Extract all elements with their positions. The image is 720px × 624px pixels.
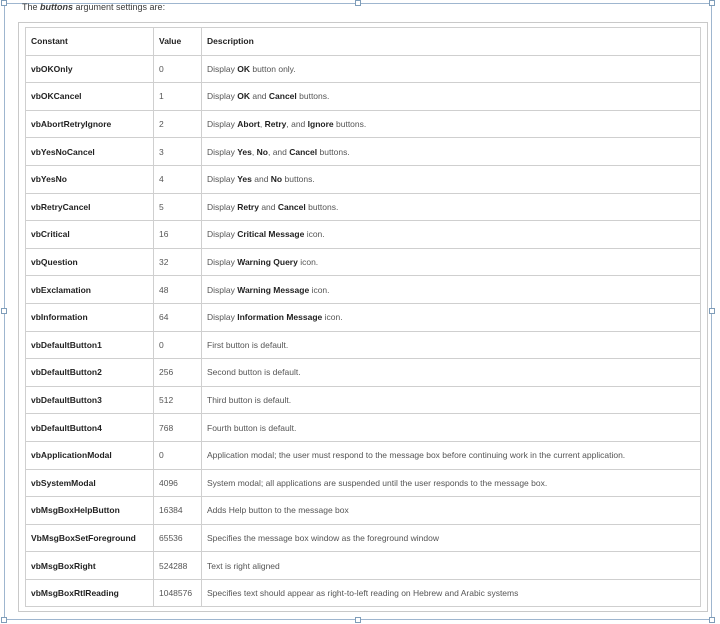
description-text: buttons. <box>296 91 330 102</box>
table-row <box>26 524 701 552</box>
description-text: Third button is default. <box>207 395 292 406</box>
description-text: Display <box>207 201 238 212</box>
resize-handle-middle-left[interactable] <box>1 308 7 314</box>
description-emphasis: Warning Query <box>237 257 298 268</box>
cell-value: 512 <box>154 386 202 414</box>
description-text: Fourth button is default. <box>207 422 297 433</box>
intro-text <box>22 2 165 12</box>
table-row <box>26 331 701 359</box>
cell-value: 524288 <box>154 552 202 580</box>
cell-description <box>202 331 701 359</box>
description-text: Display <box>207 91 238 102</box>
cell-constant: VbMsgBoxSetForeground <box>26 524 154 552</box>
cell-description <box>202 303 701 331</box>
description-emphasis: OK <box>237 91 250 102</box>
description-emphasis: Retry <box>237 201 259 212</box>
cell-value: 65536 <box>154 524 202 552</box>
description-emphasis: Critical Message <box>237 229 305 240</box>
cell-constant: vbMsgBoxHelpButton <box>26 497 154 525</box>
cell-description <box>202 55 701 83</box>
resize-handle-top-center[interactable] <box>355 0 361 6</box>
cell-constant: vbRetryCancel <box>26 193 154 221</box>
description-text: Adds Help button to the message box <box>207 505 349 516</box>
settings-table-container <box>18 22 708 612</box>
cell-description <box>202 524 701 552</box>
intro-prefix: The <box>22 2 41 12</box>
table-row <box>26 83 701 111</box>
description-emphasis: Cancel <box>289 146 318 157</box>
description-emphasis: Yes <box>237 174 252 185</box>
description-text: Text is right aligned <box>207 560 280 571</box>
description-text: Specifies the message box window as the foreground window <box>207 532 439 543</box>
description-text: First button is default. <box>207 339 289 350</box>
description-text: button only. <box>249 63 296 74</box>
cell-constant: vbInformation <box>26 303 154 331</box>
table-row <box>26 414 701 442</box>
cell-value: 0 <box>154 331 202 359</box>
table-row <box>26 552 701 580</box>
cell-constant: vbSystemModal <box>26 469 154 497</box>
resize-handle-bottom-left[interactable] <box>1 617 7 623</box>
cell-description <box>202 386 701 414</box>
header-constant: Constant <box>26 28 154 56</box>
description-text: System modal; all applications are suspended until the user responds to the message box. <box>207 477 548 488</box>
description-emphasis: No <box>270 174 283 185</box>
description-emphasis: Information Message <box>237 312 323 323</box>
cell-description <box>202 110 701 138</box>
cell-description <box>202 83 701 111</box>
cell-constant: vbAbortRetryIgnore <box>26 110 154 138</box>
cell-description <box>202 441 701 469</box>
description-text: Display <box>207 257 238 268</box>
table-row <box>26 469 701 497</box>
description-emphasis: Warning Message <box>237 284 310 295</box>
description-text: buttons. <box>333 119 367 130</box>
cell-value: 48 <box>154 276 202 304</box>
table-row <box>26 303 701 331</box>
table-row <box>26 221 701 249</box>
description-text: buttons. <box>282 174 315 185</box>
table-row <box>26 165 701 193</box>
description-text: Application modal; the user must respond to the message box before continuing work in the current application. <box>207 450 626 461</box>
cell-value: 16 <box>154 221 202 249</box>
cell-description <box>202 469 701 497</box>
cell-constant: vbQuestion <box>26 248 154 276</box>
cell-value: 256 <box>154 359 202 387</box>
description-text: buttons. <box>305 201 339 212</box>
cell-constant: vbOKOnly <box>26 55 154 83</box>
cell-constant: vbApplicationModal <box>26 441 154 469</box>
cell-constant: vbDefaultButton2 <box>26 359 154 387</box>
cell-constant: vbYesNoCancel <box>26 138 154 166</box>
description-text: Display <box>207 146 238 157</box>
cell-description <box>202 138 701 166</box>
table-row <box>26 579 701 607</box>
description-emphasis: Yes <box>237 146 252 157</box>
cell-constant: vbOKCancel <box>26 83 154 111</box>
description-emphasis: Retry <box>264 119 287 130</box>
cell-description <box>202 276 701 304</box>
table-row <box>26 138 701 166</box>
header-description: Description <box>202 28 701 56</box>
cell-constant: vbMsgBoxRight <box>26 552 154 580</box>
cell-value: 0 <box>154 55 202 83</box>
intro-keyword: buttons <box>40 2 74 12</box>
table-row <box>26 359 701 387</box>
cell-description <box>202 552 701 580</box>
cell-description <box>202 579 701 607</box>
description-emphasis: Cancel <box>268 91 297 102</box>
cell-value: 3 <box>154 138 202 166</box>
cell-constant: vbCritical <box>26 221 154 249</box>
table-body <box>26 55 701 607</box>
description-text: Second button is default. <box>207 367 301 378</box>
description-text: , <box>251 146 257 157</box>
table-header-row <box>26 28 701 56</box>
cell-description <box>202 165 701 193</box>
cell-value: 16384 <box>154 497 202 525</box>
description-text: , <box>259 119 265 130</box>
description-text: Display <box>207 312 238 323</box>
cell-value: 2 <box>154 110 202 138</box>
description-text: and <box>258 201 278 212</box>
description-text: icon. <box>322 312 343 323</box>
cell-constant: vbDefaultButton1 <box>26 331 154 359</box>
resize-handle-top-right[interactable] <box>709 0 715 6</box>
description-text: , and <box>267 146 290 157</box>
intro-suffix: argument settings are: <box>73 2 166 12</box>
resize-handle-top-left[interactable] <box>1 0 7 6</box>
description-text: , and <box>286 119 308 130</box>
cell-description <box>202 359 701 387</box>
table-row <box>26 276 701 304</box>
description-text: icon. <box>304 229 325 240</box>
description-text: icon. <box>309 284 330 295</box>
cell-constant: vbYesNo <box>26 165 154 193</box>
cell-description <box>202 497 701 525</box>
cell-value: 1048576 <box>154 579 202 607</box>
cell-value: 1 <box>154 83 202 111</box>
header-value: Value <box>154 28 202 56</box>
settings-table <box>25 27 701 607</box>
description-text: Display <box>207 63 238 74</box>
description-text: icon. <box>297 257 319 268</box>
table-row <box>26 110 701 138</box>
description-text: Specifies text should appear as right-to-left reading on Hebrew and Arabic systems <box>207 588 519 599</box>
cell-value: 4096 <box>154 469 202 497</box>
resize-handle-bottom-center[interactable] <box>355 617 361 623</box>
description-text: and <box>251 174 271 185</box>
description-emphasis: Ignore <box>307 119 334 130</box>
cell-value: 4 <box>154 165 202 193</box>
cell-description <box>202 221 701 249</box>
description-text: and <box>249 91 269 102</box>
description-text: Display <box>207 229 238 240</box>
table-row <box>26 248 701 276</box>
cell-description <box>202 414 701 442</box>
cell-description <box>202 248 701 276</box>
cell-value: 0 <box>154 441 202 469</box>
cell-value: 5 <box>154 193 202 221</box>
cell-value: 64 <box>154 303 202 331</box>
cell-value: 32 <box>154 248 202 276</box>
description-text: Display <box>207 284 238 295</box>
description-emphasis: Cancel <box>277 201 306 212</box>
resize-handle-bottom-right[interactable] <box>709 617 715 623</box>
cell-constant: vbDefaultButton4 <box>26 414 154 442</box>
table-row <box>26 55 701 83</box>
description-text: Display <box>207 174 238 185</box>
cell-constant: vbExclamation <box>26 276 154 304</box>
cell-value: 768 <box>154 414 202 442</box>
description-text: buttons. <box>317 146 350 157</box>
cell-constant: vbMsgBoxRtlReading <box>26 579 154 607</box>
table-row <box>26 497 701 525</box>
description-emphasis: No <box>256 146 268 157</box>
description-emphasis: Abort <box>237 119 260 130</box>
table-row <box>26 193 701 221</box>
description-emphasis: OK <box>237 63 250 74</box>
resize-handle-middle-right[interactable] <box>709 308 715 314</box>
cell-constant: vbDefaultButton3 <box>26 386 154 414</box>
cell-description <box>202 193 701 221</box>
table-row <box>26 386 701 414</box>
description-text: Display <box>207 119 238 130</box>
table-row <box>26 441 701 469</box>
